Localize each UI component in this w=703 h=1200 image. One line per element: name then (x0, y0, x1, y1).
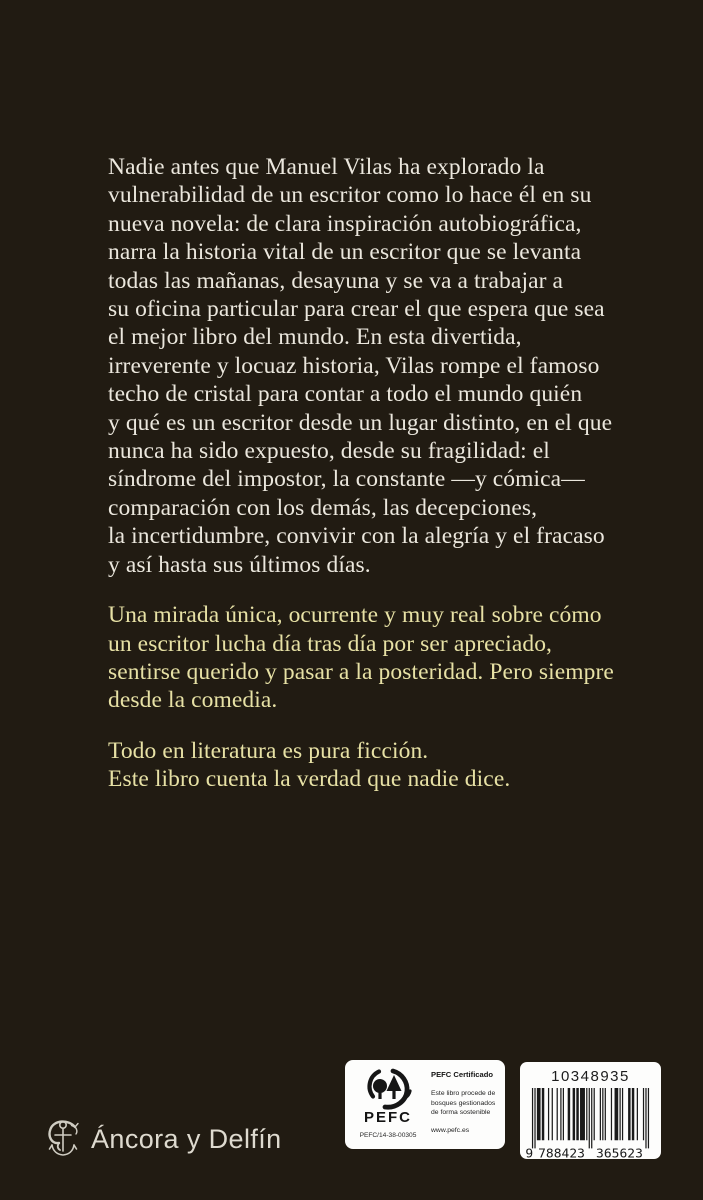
pefc-text-column (423, 1067, 497, 1143)
pefc-certification-label (345, 1060, 505, 1149)
pefc-logo-column (353, 1067, 423, 1143)
synopsis-paragraph-1: Nadie antes que Manuel Vilas ha explorado la vulnerabilidad de un escritor como lo hace él en su nueva novela: de clara inspiración autobiográfica, narra la historia vital de un escritor que se levanta todas las mañanas, desayuna y se va a trabajar a su oficina particular para crear el que espera que sea el mejor libro del mundo. En esta divertida, irreverente y locuaz historia, Vilas rompe el famoso techo de cristal para contar a todo el mundo quién y qué es un escritor desde un lugar distinto, en el que nunca ha sido expuesto, desde su fragilidad: el síndrome del impostor, la constante —y cómica— comparación con los demás, las decepciones, la incertidumbre, convivir con la alegría y el fracaso y así hasta sus últimos días. (108, 154, 613, 578)
pefc-certified-title: PEFC Certificado (431, 1070, 494, 1079)
pefc-license-number: PEFC/14-38-00305 (359, 1132, 417, 1139)
svg-text:9: 9 (525, 1146, 534, 1161)
pefc-wordmark: PEFC (363, 1109, 412, 1126)
barcode-label (520, 1062, 661, 1159)
pefc-description: Este libro procede de bosques gestionados de forma sostenible (431, 1090, 496, 1117)
synopsis-block (108, 153, 683, 794)
publisher-imprint (44, 1114, 282, 1164)
pefc-website: www.pefc.es (431, 1126, 470, 1134)
barcode-top-number: 10348935 (551, 1068, 630, 1085)
svg-text:788423: 788423 (538, 1146, 585, 1161)
pefc-trees-icon (365, 1067, 411, 1109)
publisher-name: Áncora y Delfín (91, 1123, 282, 1154)
anchor-and-dolphin-icon (44, 1117, 82, 1161)
synopsis-paragraph-2: Una mirada única, ocurrente y muy real sobre cómo un escritor lucha día tras día por ser apreciado, sentirse querido y pasar a la posteridad. Pero siempre desde la comedia. (108, 602, 614, 714)
svg-text:365623: 365623 (596, 1146, 643, 1161)
synopsis-paragraph-3: Todo en literatura es pura ficción. Este libro cuenta la verdad que nadie dice. (108, 737, 511, 793)
ean13-barcode (527, 1088, 654, 1160)
